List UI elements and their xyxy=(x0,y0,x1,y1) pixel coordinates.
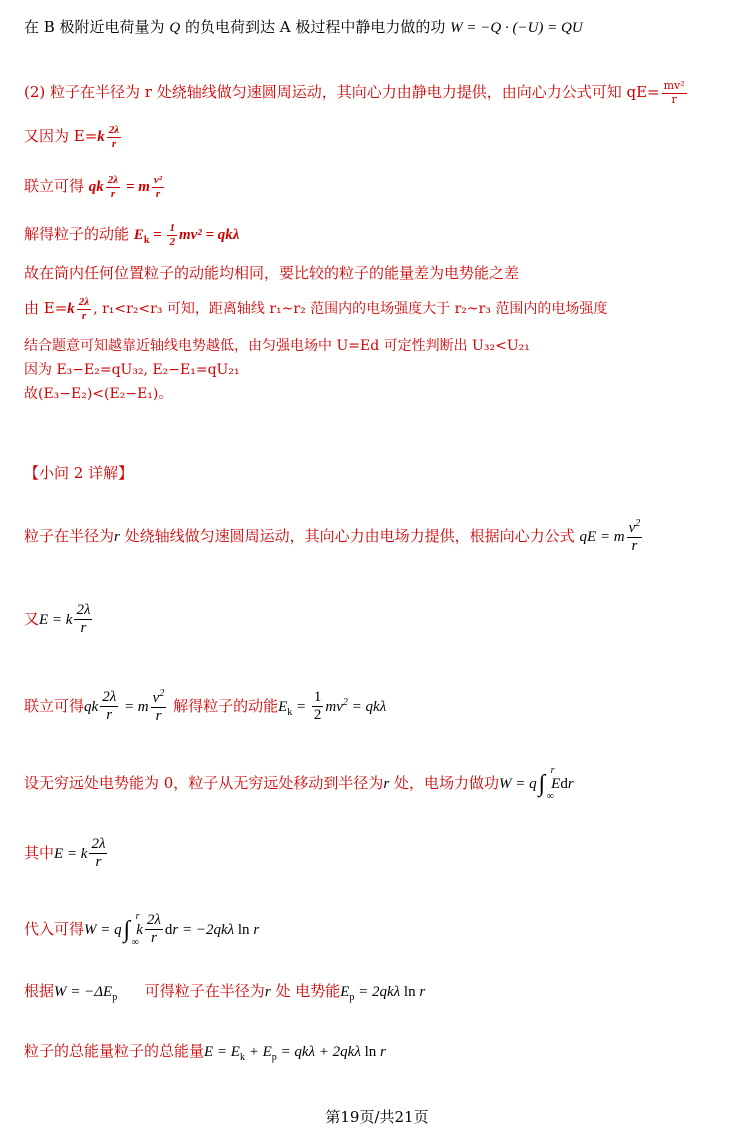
line-text: 故(E₃−E₂)<(E₂−E₁)。 xyxy=(24,386,173,402)
fraction-2lambda-r: $\frac{2\lambda}{r}$ xyxy=(108,124,120,150)
formula-ep: $E_p = 2qk\lambda$ ln r xyxy=(340,984,426,1003)
line-text: 处 电势能 xyxy=(275,982,341,1000)
fraction-half: $\frac{1}{2}$ xyxy=(313,689,322,724)
formula-ek-rhs: $mv^2 = qk\lambda$ xyxy=(325,696,387,715)
fraction-half: $\frac{1}{2}$ xyxy=(169,222,175,248)
text-line-conclusion xyxy=(24,386,172,403)
text-line-combine xyxy=(24,174,166,200)
fraction-2lambda-r: $\frac{2\lambda}{r}$ xyxy=(76,602,91,637)
line-text: 解得粒子的动能 xyxy=(173,696,279,715)
text-line-potential xyxy=(24,338,530,355)
line-text: 设无穷远处电势能为 0，粒子从无穷远处移动到半径为 xyxy=(24,774,384,792)
text-line-s7 xyxy=(24,982,425,1004)
formula-e-k: E = k xyxy=(54,845,88,862)
fraction-2lambda-r: $\frac{2\lambda}{r}$ xyxy=(107,174,119,200)
line-text: 的负电荷到达 A 极过程中静电力做的功 xyxy=(184,18,446,36)
formula-w: W = q xyxy=(84,921,122,938)
formula-w-delta: $W = -\Delta E_p$ xyxy=(54,984,118,1003)
line-text: 粒子的总能量粒子的总能量 xyxy=(24,1042,205,1060)
formula-eq-m: = m xyxy=(122,179,150,196)
formula-work: W = −Q · (−U) = QU xyxy=(450,20,583,36)
formula-qk: qk xyxy=(84,698,99,715)
line-text: 故在筒内任何位置粒子的动能均相同，要比较的粒子的能量差为电势能之差 xyxy=(24,264,520,282)
line-text: 又 xyxy=(24,609,40,628)
math-q: Q xyxy=(169,20,181,36)
line-text: 粒子在半径为 xyxy=(24,526,115,545)
formula-edr: Edr xyxy=(551,776,574,792)
formula-e-k: E = k xyxy=(39,611,73,628)
text-line-because xyxy=(24,362,240,379)
line-text: (2) 粒子在半径为 r 处绕轴线做匀速圆周运动，其向心力由静电力提供，由向心力公式可知 qE= xyxy=(24,83,660,102)
line-text: 解得粒子的动能 xyxy=(24,225,130,244)
text-line-field-expression xyxy=(24,124,123,150)
text-line-s8 xyxy=(24,1042,386,1064)
formula-k: k xyxy=(97,129,105,146)
fraction-v2-r: $\frac{\text{v²}}{r}$ xyxy=(153,174,163,200)
line-text: , r₁<r₂<r₃ 可知，距离轴线 r₁~r₂ 范围内的电场强度大于 r₂~r₃ 范围内的电场强度 xyxy=(93,301,608,318)
line-text: 处，电场力做功 xyxy=(393,774,499,792)
line-text: 由 E= xyxy=(24,299,68,318)
formula-eq-m: = m xyxy=(120,698,149,715)
line-text: 因为 E₃−E₂=qU₃₂, E₂−E₁=qU₂₁ xyxy=(24,362,240,378)
formula-total-energy: $E = E_k + E_p = qk\lambda + 2qk\lambda$ ln r xyxy=(204,1044,386,1063)
text-line-field-strength xyxy=(24,296,607,322)
line-text: 代入可得 xyxy=(24,919,85,938)
math-r: r xyxy=(383,776,390,792)
integral-sign: ∫ r ∞ xyxy=(538,765,555,802)
section-title-text: 【小问 2 详解】 xyxy=(24,464,134,482)
fraction-v2-r: $\frac{v^2}{r}$ xyxy=(628,518,641,555)
text-line-s3 xyxy=(24,688,386,726)
formula-w: W = q xyxy=(498,776,537,792)
formula-qk: qk xyxy=(88,179,104,196)
fraction-v2-r: $\frac{v^2}{r}$ xyxy=(152,688,165,725)
formula-k: k xyxy=(67,301,75,318)
line-text: 其中 xyxy=(24,843,55,862)
math-r: r xyxy=(114,528,120,545)
formula-ek: $E_k$ = xyxy=(133,227,166,247)
line-text: 根据 xyxy=(24,982,55,1000)
text-line-s4 xyxy=(24,765,574,802)
formula-ek-rhs: mv² = qkλ xyxy=(178,227,240,244)
line-text: 结合题意可知越靠近轴线电势越低，由匀强电场中 U=Ed 可定性判断出 U₃₂<U₂₁ xyxy=(24,338,530,354)
line-text: 联立可得 xyxy=(24,696,85,715)
integral-sign: ∫ r ∞ xyxy=(123,910,140,948)
text-line-s5 xyxy=(24,836,109,872)
math-r: r xyxy=(264,984,271,1000)
fraction-2lambda-r: $\frac{2\lambda}{r}$ xyxy=(78,296,90,322)
line-text: 处绕轴线做匀速圆周运动，其向心力由电场力提供，根据向心力公式 xyxy=(124,526,575,545)
text-line-energy-difference xyxy=(24,264,519,282)
text-line-centripetal xyxy=(24,80,689,106)
fraction-mv2-r: $\frac{\text{mv²}}{r}$ xyxy=(663,79,685,106)
fraction-2lambda-r: $\frac{2\lambda}{r}$ xyxy=(146,912,161,947)
page-number: 第19页/共21页 xyxy=(325,1108,429,1126)
formula-qe: qE = m xyxy=(579,528,625,545)
fraction-2lambda-r: $\frac{2\lambda}{r}$ xyxy=(102,689,117,724)
text-line-s6 xyxy=(24,912,259,948)
fraction-2lambda-r: $\frac{2\lambda}{r}$ xyxy=(91,836,106,871)
text-line-s1 xyxy=(24,518,644,556)
text-line-kinetic-energy xyxy=(24,222,239,248)
line-text: 又因为 E= xyxy=(24,127,98,146)
line-text: 可得粒子在半径为 xyxy=(144,982,265,1000)
line-text: 在 B 极附近电荷量为 xyxy=(24,18,165,36)
text-line-work-done xyxy=(24,18,583,37)
text-line-s2 xyxy=(24,602,94,638)
formula-k: k xyxy=(136,921,143,938)
formula-ek: $E_k$ = xyxy=(278,698,310,718)
line-text: 联立可得 xyxy=(24,177,85,196)
formula-w-result: dr = −2qkλ ln r xyxy=(164,921,260,938)
section-title xyxy=(24,464,133,482)
